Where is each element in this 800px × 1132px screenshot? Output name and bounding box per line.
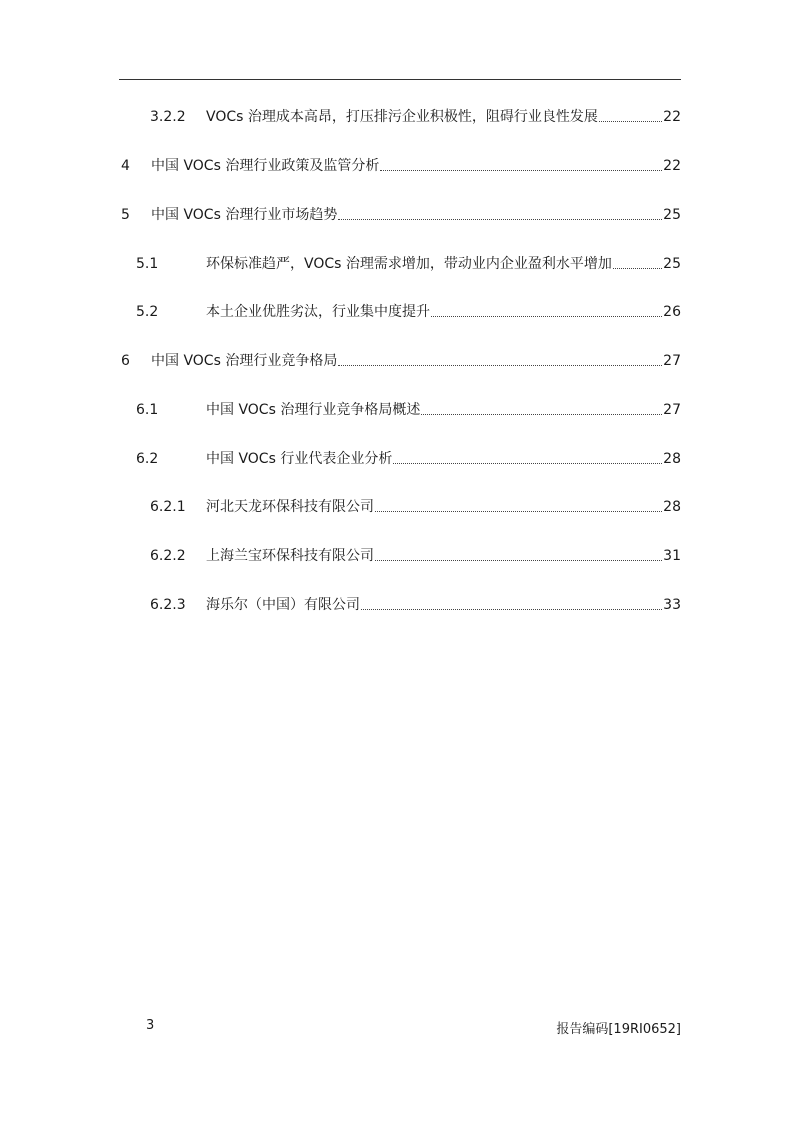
toc-entry-page: 28 [663,451,681,467]
toc-entry-page: 27 [663,353,681,369]
toc-entry-number: 5.1 [136,256,159,272]
toc-entry-number: 5 [121,207,130,223]
toc-dot-leader [421,413,662,415]
toc-entry[interactable] [0,252,800,276]
toc-entry-number: 6.2.3 [150,597,186,613]
toc-dot-leader [375,510,662,512]
toc-entry-page: 28 [663,499,681,515]
footer-page-number: 3 [146,1018,155,1033]
toc-entry-page: 26 [663,304,681,320]
toc-dot-leader [599,120,662,122]
toc-dot-leader [613,267,662,269]
toc-entry[interactable] [0,447,800,471]
toc-entry-page: 25 [663,207,681,223]
toc-entry[interactable] [0,495,800,519]
toc-entry[interactable] [0,398,800,422]
toc-entry[interactable] [0,349,800,373]
toc-entry-title: 海乐尔（中国）有限公司 [206,597,360,613]
toc-dot-leader [380,169,662,171]
toc-dot-leader [375,559,662,561]
toc-entry-title: 中国 VOCs 行业代表企业分析 [206,451,393,467]
toc-entry-title: 中国 VOCs 治理行业政策及监管分析 [151,158,380,174]
toc-entry[interactable] [0,105,800,129]
toc-entry-title: 环保标准趋严，VOCs 治理需求增加，带动业内企业盈利水平增加 [206,256,612,272]
toc-entry-number: 6.2 [136,451,159,467]
toc-entry-number: 5.2 [136,304,159,320]
toc-entry-page: 31 [663,548,681,564]
toc-entry-number: 6.2.1 [150,499,186,515]
toc-entry-title: 河北天龙环保科技有限公司 [206,499,374,515]
toc-entry-title: VOCs 治理成本高昂，打压排污企业积极性，阻碍行业良性发展 [206,109,598,125]
toc-entry-number: 4 [121,158,130,174]
toc-entry[interactable] [0,154,800,178]
footer-report-code: 报告编码[19RI0652] [556,1022,681,1037]
toc-dot-leader [338,364,662,366]
toc-dot-leader [338,218,662,220]
toc-entry-title: 中国 VOCs 治理行业竞争格局 [151,353,338,369]
toc-entry-page: 27 [663,402,681,418]
toc-entry-number: 6.1 [136,402,159,418]
toc-dot-leader [393,462,662,464]
toc-entry-page: 22 [663,158,681,174]
toc-entry-title: 中国 VOCs 治理行业竞争格局概述 [206,402,421,418]
toc-entry[interactable] [0,544,800,568]
toc-entry-page: 33 [663,597,681,613]
toc-dot-leader [431,315,662,317]
toc-entry-title: 本土企业优胜劣汰，行业集中度提升 [206,304,430,320]
toc-entry[interactable] [0,593,800,617]
toc-entry-page: 25 [663,256,681,272]
toc-dot-leader [361,608,662,610]
toc-entry-page: 22 [663,109,681,125]
toc-entry-title: 上海兰宝环保科技有限公司 [206,548,374,564]
toc-entry-number: 6.2.2 [150,548,186,564]
toc-entry[interactable] [0,203,800,227]
toc-entry-number: 3.2.2 [150,109,186,125]
toc-entry-title: 中国 VOCs 治理行业市场趋势 [151,207,338,223]
toc-entry-number: 6 [121,353,130,369]
toc-entry[interactable] [0,300,800,324]
